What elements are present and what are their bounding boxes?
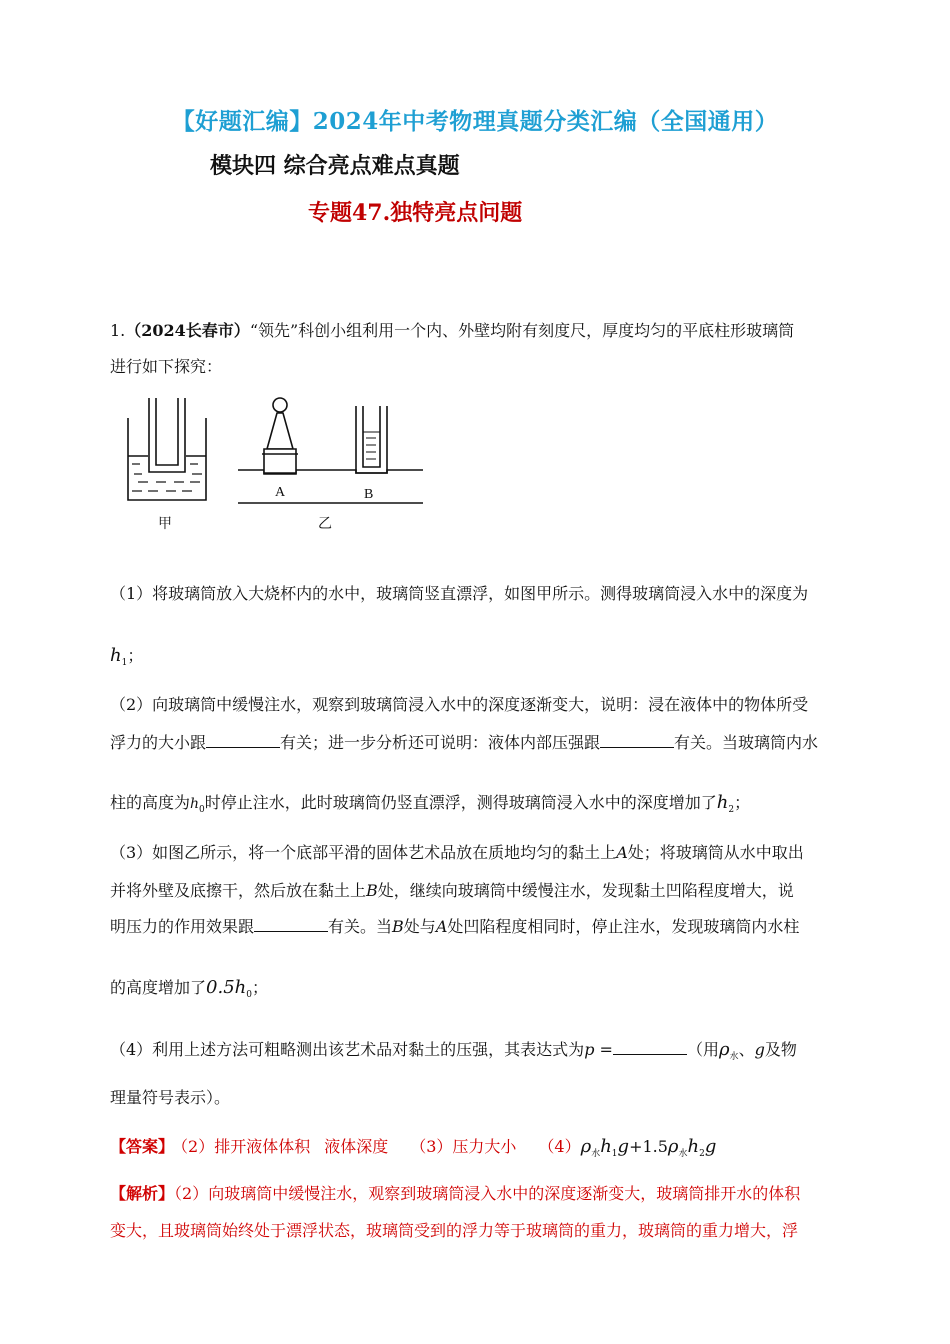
part3-line2: 并将外壁及底擦干，然后放在黏土上B处，继续向玻璃筒中缓慢注水，发现黏土凹陷程度增大，说 [110, 881, 794, 900]
topic-title: 专题47.独特亮点问题 [308, 200, 523, 226]
question-stem-line1: 1.（2024长春市）“领先”科创小组利用一个内、外壁均附有刻度尺，厚度均匀的平底柱形玻璃筒 [110, 321, 795, 340]
experiment-figure [118, 392, 438, 540]
question-number: 1. [110, 321, 126, 340]
answer-blank-2[interactable] [600, 732, 674, 748]
answer-blank-1[interactable] [206, 732, 280, 748]
answer-formula: $\rho_水h_1g+1.5\rho_水h_2g$ [580, 1136, 717, 1160]
figure-yi-clay [238, 398, 423, 503]
part3-line3: 明压力的作用效果跟 有关。当B处与A处凹陷程度相同时，停止注水，发现玻璃筒内水柱 [110, 917, 800, 936]
figure-jia-beaker [128, 398, 206, 500]
question-stem-line2: 进行如下探究： [110, 357, 223, 376]
figure-caption-yi: 乙 [318, 517, 332, 532]
part1-line2: $h_1$； [110, 645, 144, 669]
part4-line2: 理量符号表示）。 [110, 1088, 231, 1107]
question-source: （2024长春市） [125, 321, 250, 340]
answer-line: 【答案】 （2）排开液体体积 液体深度 （3）压力大小 $(4)\rho_水h_1g+1.5\rho_水h_2g$ [110, 1136, 717, 1160]
document-title: 【好题汇编】2024年中考物理真题分类汇编（全国通用） [171, 108, 779, 135]
figure-label-b: B [364, 487, 374, 502]
figure-label-a: A [275, 485, 286, 500]
analysis-tag: 【解析】 [110, 1184, 175, 1203]
part1-line1: （1）将玻璃筒放入大烧杯内的水中，玻璃筒竖直漂浮，如图甲所示。测得玻璃筒浸入水中的深度为 [110, 584, 809, 603]
answer-blank-3[interactable] [254, 916, 328, 932]
part3-line1: （3）如图乙所示，将一个底部平滑的固体艺术品放在质地均匀的黏土上A处；将玻璃筒从水中取出 [110, 843, 804, 862]
answer-tag: 【答案】 [110, 1137, 175, 1156]
figure-caption-jia: 甲 [158, 517, 172, 532]
analysis-line1: 【解析】（2）向玻璃筒中缓慢注水，观察到玻璃筒浸入水中的深度逐渐变大，玻璃筒排开水的体积 [110, 1184, 801, 1203]
module-title: 模块四 综合亮点难点真题 [210, 153, 460, 179]
part2-line1: （2）向玻璃筒中缓慢注水，观察到玻璃筒浸入水中的深度逐渐变大，说明：浸在液体中的物体所受 [110, 695, 809, 714]
answer-blank-4[interactable] [613, 1039, 687, 1055]
part2-line2: 浮力的大小跟 有关；进一步分析还可说明：液体内部压强跟 有关。当玻璃筒内水 [110, 733, 819, 752]
part4-line1: （4）利用上述方法可粗略测出该艺术品对黏土的压强，其表达式为p = （用$\rho_水$、g及物 [110, 1039, 797, 1063]
part2-line3: 柱的高度为$h_0$时停止注水，此时玻璃筒仍竖直漂浮，测得玻璃筒浸入水中的深度增加了$h_2$； [110, 792, 751, 816]
analysis-line2: 变大，且玻璃筒始终处于漂浮状态，玻璃筒受到的浮力等于玻璃筒的重力，玻璃筒的重力增大，浮 [110, 1221, 799, 1240]
part3-line4: 的高度增加了$0.5h_0$； [110, 977, 268, 1001]
